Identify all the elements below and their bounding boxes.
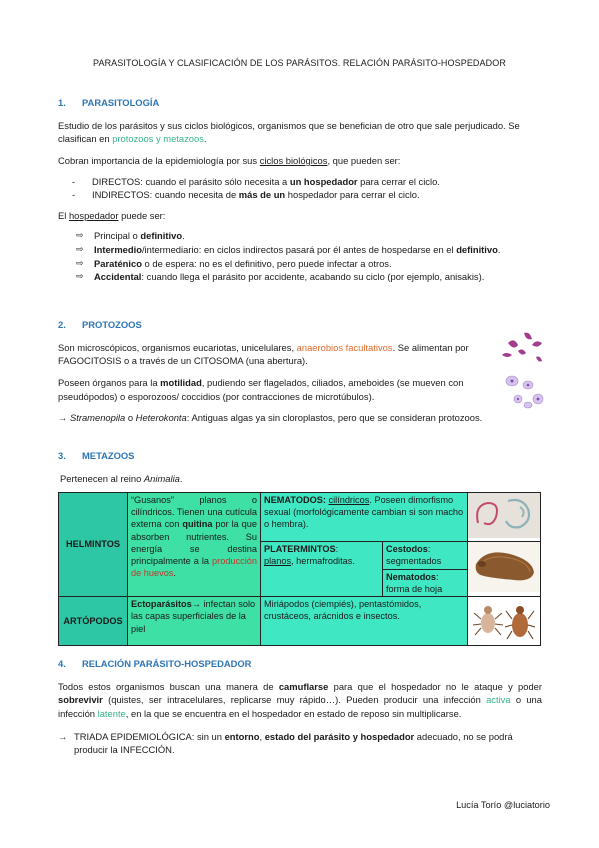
host-list <box>58 229 542 284</box>
section-metazoos <box>58 449 542 485</box>
table-cell-nematodos-hoja: Nematodos: forma de hoja <box>383 569 468 596</box>
table-cell-nematodos: NEMATODOS: cilíndricos. Poseen dimorfismo sexual (morfológicamente cambian si son macho o hembra). <box>261 493 468 542</box>
list-item: ⇨ Principal o definitivo. <box>76 230 185 242</box>
footer-author: Lucía Torío @luciatorio <box>456 800 550 810</box>
document-title: PARASITOLOGÍA Y CLASIFICACIÓN DE LOS PARÁSITOS. RELACIÓN PARÁSITO-HOSPEDADOR <box>93 58 506 68</box>
paragraph: Todos estos organismos buscan una manera de camuflarse para que el hospedador no le ataque y poder sobrevivir (quistes, ser intracelulares, replicarse muy rápido…). Pueden producir una infección activa o una infección latente, en la que se encuentra en el hospedador en estado de reposo sin multiplicarse. <box>58 680 543 719</box>
paragraph: → Stramenopila o Heterokonta: Antiguas algas ya sin cloroplastos, pero que se consideran protozoos. <box>58 412 483 424</box>
flatworm-image <box>468 542 540 592</box>
worm-image <box>468 493 540 538</box>
arrow-icon: ⇨ <box>76 244 84 254</box>
table-cell-cestodos: Cestodos: segmentados <box>383 542 468 569</box>
protozoa-image <box>498 329 546 411</box>
section-heading: 4. RELACIÓN PARÁSITO-HOSPEDADOR <box>58 658 252 669</box>
table-cell-helmintos-desc: “Gusanos” planos o cilíndricos. Tienen una cutícula externa con quitina por la que absorben nutrientes. Su energía se destina principalmente a la producción de huevos. <box>128 493 261 597</box>
arrow-icon: ⇨ <box>76 271 84 282</box>
triada-paragraph: → TRIADA EPIDEMIOLÓGICA: sin un entorno, estado del parásito y hospedador adecuado, no se podrá producir la INFECCIÓN. <box>58 730 513 756</box>
section-parasitologia <box>58 96 542 284</box>
section-protozoos <box>58 318 498 425</box>
table-cell-artropodos-examples: Miriápodos (ciempiés), pentastómidos, crustáceos, arácnidos e insectos. <box>261 597 468 646</box>
lice-image <box>468 597 540 642</box>
paragraph: El hospedador puede ser: <box>58 209 166 221</box>
paragraph: Poseen órganos para la motilidad, pudiendo ser flagelados, ciliados, ameboides (se mueven con pseudópodos) o esporozoos/ coccidios (por contracciones de microtúbulos). <box>58 376 464 402</box>
table-cell-image <box>468 597 541 646</box>
cycle-list <box>58 175 542 202</box>
arrow-icon: ⇨ <box>76 257 84 268</box>
paragraph: Pertenecen al reino Animalia. <box>60 472 183 484</box>
table-cell-image <box>468 493 541 542</box>
table-cell-artropodos: ARTÓPODOS <box>59 597 128 646</box>
arrow-icon: → <box>58 730 68 742</box>
section-heading: 2. PROTOZOOS <box>58 319 142 330</box>
table-cell-image <box>468 542 541 597</box>
list-item: ⇨ Paraténico o de espera: no es el definitivo, pero puede infectar a otros. <box>76 257 392 269</box>
table-cell-artropodos-desc: Ectoparásitos→ infectan solo las capas superficiales de la piel <box>128 597 261 646</box>
section-heading: 3. METAZOOS <box>58 450 135 461</box>
metazoa-table <box>58 492 541 646</box>
paragraph: Son microscópicos, organismos eucariotas, unicelulares, anaerobios facultativos. Se alimentan por FAGOCITOSIS o a través de un CITOSOMA (una abertura). <box>58 341 469 367</box>
table-cell-platerimintos: PLATERMINTOS: planos, hermafroditas. <box>261 542 383 597</box>
list-item: ⇨ Accidental: cuando llega el parásito por accidente, acabando su ciclo (por ejemplo, anisakis). <box>76 271 485 283</box>
table-cell-helmintos: HELMINTOS <box>59 493 128 597</box>
paragraph: Estudio de los parásitos y sus ciclos biológicos, organismos que se benefician de otro que sale perjudicado. Se clasifican en protozoos y metazoos. <box>58 119 520 145</box>
section-relacion <box>58 657 542 757</box>
paragraph: Cobran importancia de la epidemiología por sus ciclos biológicos, que pueden ser: <box>58 154 401 166</box>
section-heading: 1. PARASITOLOGÍA <box>58 97 160 108</box>
arrow-icon: ⇨ <box>76 230 84 241</box>
list-item: - DIRECTOS: cuando el parásito sólo necesita a un hospedador para cerrar el ciclo. <box>70 175 542 189</box>
list-item: - INDIRECTOS: cuando necesita de más de un hospedador para cerrar el ciclo. <box>70 188 542 202</box>
list-item: ⇨ Intermedio/intermediario: en ciclos indirectos pasará por él antes de hospedarse en el definitivo. <box>76 244 501 255</box>
